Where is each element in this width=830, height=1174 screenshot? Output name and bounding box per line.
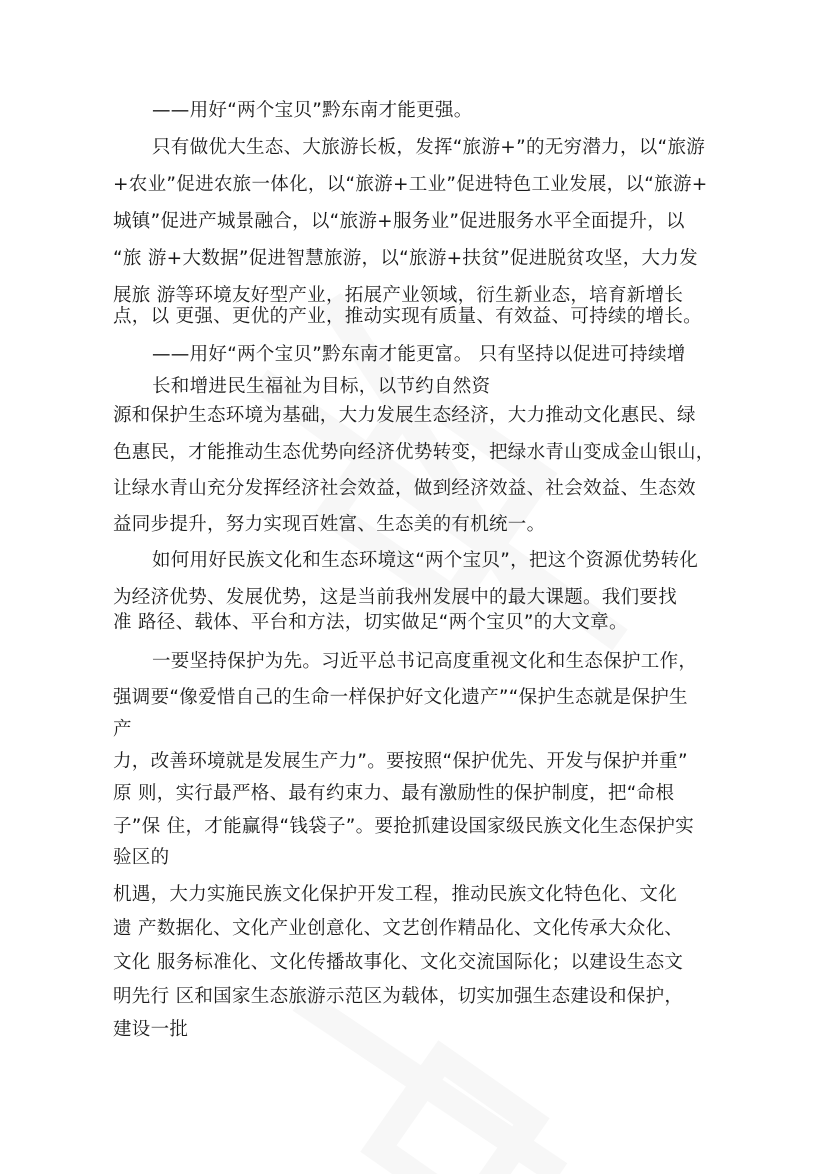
text-line-12: 让绿水青山充分发挥经济社会效益，做到经济效益、社会效益、生态效 [113, 478, 696, 499]
text-line-4: 城镇”促进产城景融合，以“旅游+服务业”促进服务水平全面提升，以 [113, 211, 685, 232]
text-line-22: 子”保 住，才能赢得“钱袋子”。要抢抓建设国家级民族文化生态保护实 [113, 816, 695, 837]
text-line-9: 长和增进民生福祉为目标，以节约自然资 [152, 376, 491, 397]
text-line-3: +农业”促进农旅一体化，以“旅游+工业”促进特色工业发展，以“旅游+ [113, 174, 708, 195]
text-line-5: “旅 游+大数据”促进智慧旅游，以“旅游+扶贫”促进脱贫攻坚，大力发 [113, 248, 698, 269]
text-line-1: ——用好“两个宝贝”黔东南才能更强。 [152, 100, 473, 121]
text-line-26: 文化 服务标准化、文化传播故事化、文化交流国际化；以建设生态文 [113, 952, 684, 973]
text-line-24: 机遇，大力实施民族文化保护开发工程，推动民族文化特色化、文化 [113, 884, 678, 905]
text-line-17: 一要坚持保护为先。习近平总书记高度重视文化和生态保护工作， [152, 651, 698, 672]
text-line-19: 产 [113, 719, 132, 740]
text-line-10: 源和保护生态环境为基础，大力发展生态经济，大力推动文化惠民、绿 [113, 405, 696, 426]
text-line-21: 原 则，实行最严格、最有约束力、最有激励性的保护制度，把“命根 [113, 783, 675, 804]
text-line-18: 强调要“像爱惜自己的生命一样保护好文化遗产”“保护生态就是保护生 [113, 687, 688, 708]
text-line-23: 验区的 [113, 847, 170, 868]
text-line-8: ——用好“两个宝贝”黔东南才能更富。 只有坚持以促进可持续增 [152, 344, 686, 365]
text-line-28: 建设一批 [113, 1019, 189, 1040]
text-line-11: 色惠民，才能推动生态优势向经济优势转变，把绿水青山变成金山银山， [113, 442, 715, 463]
text-line-13: 益同步提升，努力实现百姓富、生态美的有机统一。 [113, 514, 546, 535]
text-line-25: 遗 产数据化、文化产业创意化、文艺创作精品化、文化传承大众化、 [113, 918, 684, 939]
text-line-27: 明先行 区和国家生态旅游示范区为载体，切实加强生态建设和保护， [113, 986, 684, 1007]
text-line-2: 只有做优大生态、大旅游长板，发挥“旅游+”的无穷潜力，以“旅游 [152, 137, 706, 158]
text-line-20: 力，改善环境就是发展生产力”。要按照“保护优先、开发与保护并重” [113, 751, 688, 772]
text-line-16: 准 路径、载体、平台和方法，切实做足“两个宝贝”的大文章。 [113, 612, 628, 633]
text-line-6: 展旅 游等环境友好型产业，拓展产业领域，衍生新业态，培育新增长 [113, 285, 684, 306]
text-line-7: 点，以 更强、更优的产业，推动实现有质量、有效益、可持续的增长。 [113, 306, 702, 327]
text-line-15: 为经济优势、发展优势，这是当前我州发展中的最大课题。我们要找 [113, 587, 678, 608]
text-line-14: 如何用好民族文化和生态环境这“两个宝贝”，把这个资源优势转化 [152, 550, 699, 571]
